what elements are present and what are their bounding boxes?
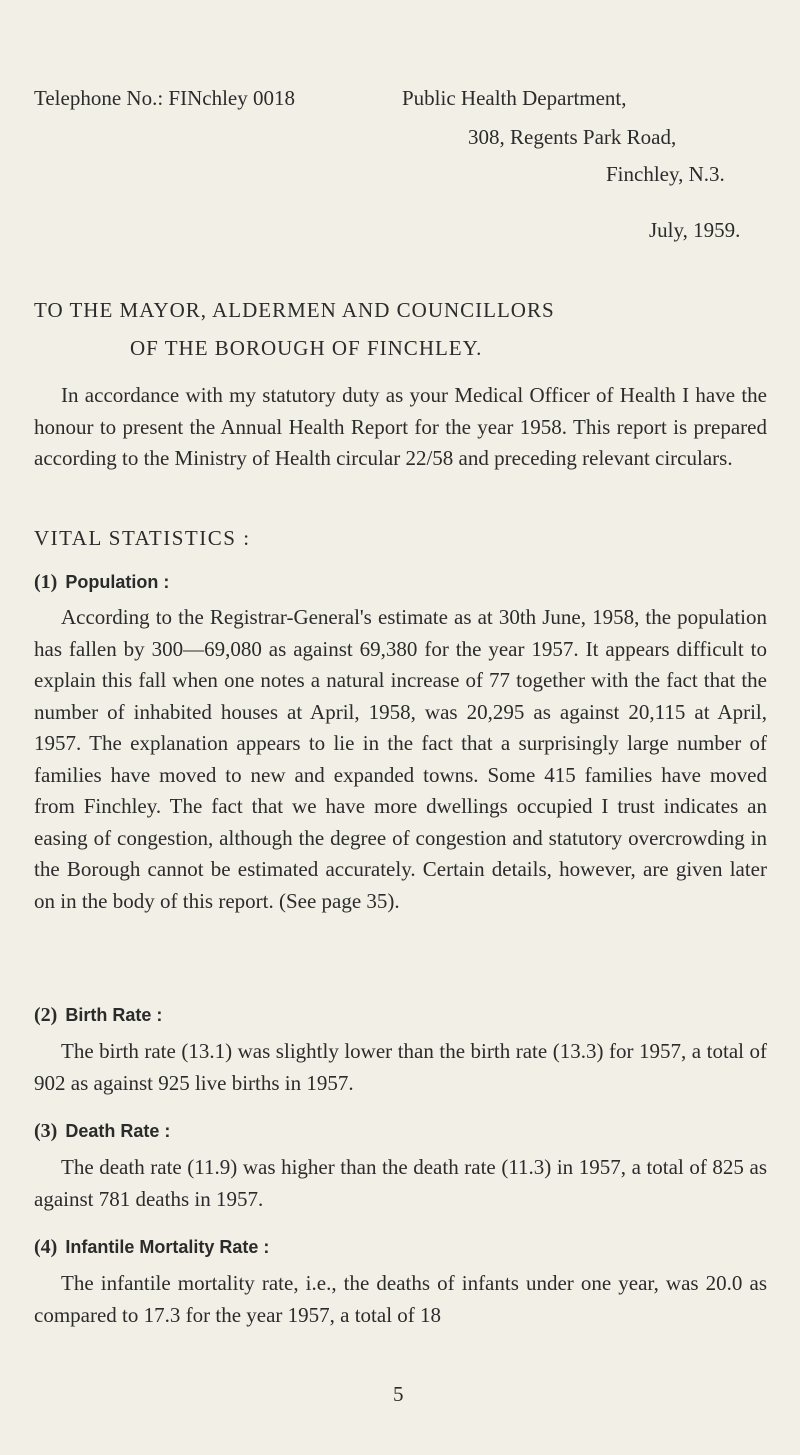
telephone-line: Telephone No.: FINchley 0018 bbox=[34, 86, 295, 110]
section-title: VITAL STATISTICS : bbox=[34, 526, 251, 550]
death-rate-text: The death rate (11.9) was higher than the death rate (11.3) in 1957, a total of 825 as against 781 deaths in 1957. bbox=[34, 1155, 767, 1211]
street-address: 308, Regents Park Road, bbox=[468, 125, 677, 149]
department-name: Public Health Department, bbox=[402, 86, 627, 110]
salutation-line-2: OF THE BOROUGH OF FINCHLEY. bbox=[130, 336, 483, 360]
page-number: 5 bbox=[393, 1382, 404, 1406]
infantile-mortality-paragraph bbox=[34, 1268, 767, 1331]
birth-rate-paragraph bbox=[34, 1036, 767, 1099]
birth-rate-text: The birth rate (13.1) was slightly lower than the birth rate (13.3) for 1957, a total of 902 as against 925 live births in 1957. bbox=[34, 1039, 767, 1095]
population-paragraph bbox=[34, 602, 767, 917]
section-heading-birth-rate bbox=[34, 1004, 162, 1027]
section-title-text: Infantile Mortality Rate : bbox=[65, 1237, 270, 1257]
section-number: (1) bbox=[34, 571, 58, 593]
section-heading-population bbox=[34, 571, 169, 594]
section-number: (3) bbox=[34, 1120, 58, 1142]
section-number: (4) bbox=[34, 1236, 58, 1258]
death-rate-paragraph bbox=[34, 1152, 767, 1215]
population-text: According to the Registrar-General's estimate as at 30th June, 1958, the population has fallen by 300—69,080 as against 69,380 for the year 1957. It appears difficult to explain this fall when one notes a natural increase of 77 together with the fact that the number of inhabited houses at April, 1958, was 20,295 as against 20,115 at April, 1957. The explanation appears to lie in the fact that a surprisingly large number of families have moved to new and expanded towns. Some 415 families have moved from Finchley. The fact that we have more dwellings occupied I trust indicates an easing of congestion, although the degree of congestion and statutory overcrowding in the Borough cannot be estimated accurately. Certain details, however, are given later on in the body of this report. (See page 35). bbox=[34, 605, 767, 913]
section-heading-death-rate bbox=[34, 1120, 170, 1143]
town-address: Finchley, N.3. bbox=[606, 162, 725, 186]
section-title-text: Death Rate : bbox=[65, 1121, 171, 1141]
section-title-text: Population : bbox=[65, 572, 170, 592]
intro-text: In accordance with my statutory duty as your Medical Officer of Health I have the honour to present the Annual Health Report for the year 1958. This report is prepared according to the Ministry of Health circular 22/58 and preceding relevant circulars. bbox=[34, 383, 767, 470]
salutation-line-1: TO THE MAYOR, ALDERMEN AND COUNCILLORS bbox=[34, 298, 555, 322]
infantile-mortality-text: The infantile mortality rate, i.e., the deaths of infants under one year, was 20.0 as compared to 17.3 for the year 1957, a total of 18 bbox=[34, 1271, 767, 1327]
section-number: (2) bbox=[34, 1004, 58, 1026]
letter-date: July, 1959. bbox=[649, 218, 741, 242]
intro-paragraph bbox=[34, 380, 767, 475]
section-heading-infantile-mortality bbox=[34, 1236, 269, 1259]
section-title-text: Birth Rate : bbox=[65, 1005, 163, 1025]
